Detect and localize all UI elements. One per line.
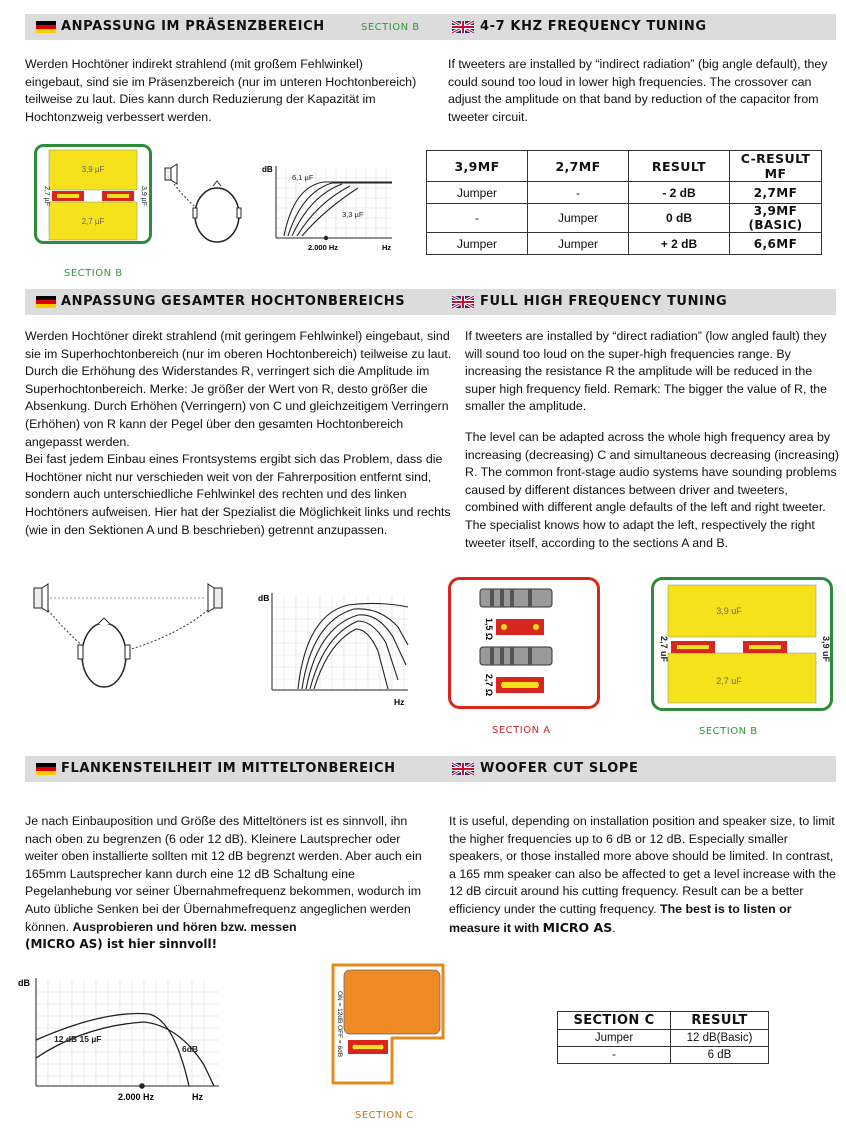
woofer-text-de: Je nach Einbauposition und Größe des Mitteltöners ist es sinnvoll, ihn nach oben zu begrenzen (6 oder 12 dB). Kleinere Lautsprecher oder weiter oben installierte sollten mit 12 dB begrenzt werden. Aber auch ein 165mm Lautsprecher kann durch eine 12 dB Schaltung eine Pegelanhebung vor seiner Übernahmefrequenz bekommen, wodurch im Auto übliche Senken bei der Übernahmefrequenz angeglichen werden können. Ausprobieren und hören bzw. messen (MICRO AS) ist hier sinnvoll!	[25, 814, 422, 952]
full-hf-frequency-graph	[258, 585, 410, 711]
full-hf-text-de: Werden Hochtöner direkt strahlend (mit geringem Fehlwinkel) eingebaut, sind sie im Superhochtonbereich (nur im oberen Hochtonbereich) teilweise zu laut. Durch die Erhöhung des Widerstandes R, verringert sich die Amplitude im Superhochtonbereich. Merke: Je größer der Wert von R, desto größer die Absenkung. Durch Erhöhen (Verringern) von C und gleichzeitigem Verringern (Erhöhen) von R kann der Pegel über den gesamten Hochtonbereich angepasst werden. Bei fast jedem Einbau eines Frontsystems ergibt sich das Problem, dass die Hochtöner nicht nur verschieden weit von der Fahrerposition entfernt sind, sondern auch unterschiedliche Fehlwinkel des rechten und des linken Hochtöners aufweisen. Hier hat der Spezialist die Möglichkeit links und rechts (wie in den Sektionen A und B beschrieben) getrennt anzupassen.	[25, 329, 452, 537]
svg-text:2,7 uF: 2,7 uF	[716, 676, 742, 686]
svg-text:3,3 µF: 3,3 µF	[342, 210, 364, 219]
german-flag-icon	[36, 296, 56, 308]
uk-flag-icon	[452, 296, 474, 308]
german-flag-icon	[36, 763, 56, 775]
section-title-de: ANPASSUNG GESAMTER HOCHTONBEREICHS	[61, 294, 406, 309]
section-title-en: FULL HIGH FREQUENCY TUNING	[480, 294, 728, 309]
svg-text:2.000 Hz: 2.000 Hz	[308, 243, 339, 252]
section-a-caption: SECTION A	[492, 725, 551, 736]
svg-text:dB: dB	[18, 978, 30, 988]
crossover-board-section-b-large	[651, 577, 833, 711]
uk-flag-icon	[452, 763, 474, 775]
two-tweeter-listener-illustration	[28, 580, 228, 695]
woofer-result-table: SECTION C RESULT Jumper 12 dB(Basic) - 6 dB	[557, 1011, 769, 1064]
svg-text:2.000 Hz: 2.000 Hz	[118, 1092, 155, 1102]
section-b-caption: SECTION B	[64, 268, 123, 279]
svg-text:3,9 uF: 3,9 uF	[716, 606, 742, 616]
woofer-text-en: It is useful, depending on installation position and speaker size, to limit the higher frequencies up to 6 dB or 12 dB. Especially smaller speakers, or those installed more above should be limited. In contrast, a 165 mm speaker can also be affected to get a level increase with the 12 dB circuit around his cutting frequency. Result can be a better efficiency under the cutting frequency. The best is to listen or measure it with MICRO AS.	[449, 814, 836, 935]
crossover-board-section-c	[330, 962, 446, 1086]
svg-text:2,7 µF: 2,7 µF	[81, 217, 105, 226]
table-row: - Jumper 0 dB 3,9ΜF (BASIC)	[427, 204, 822, 233]
svg-text:Hz: Hz	[192, 1092, 203, 1102]
svg-text:dB: dB	[258, 593, 270, 603]
section-b-caption: SECTION B	[699, 726, 758, 737]
svg-text:2,7 µF: 2,7 µF	[43, 186, 50, 206]
svg-text:Hz: Hz	[382, 243, 392, 252]
uk-flag-icon	[452, 21, 474, 33]
svg-text:1,5 Ω: 1,5 Ω	[484, 617, 494, 641]
section-title-en: WOOFER CUT SLOPE	[480, 761, 639, 776]
svg-text:dB: dB	[262, 165, 273, 174]
crossover-board-section-b	[34, 144, 152, 244]
listener-head-illustration	[160, 160, 250, 245]
svg-text:3,9 µF: 3,9 µF	[140, 186, 147, 206]
section-title-de: ANPASSUNG IM PRÄSENZBEREICH	[61, 19, 325, 34]
capacitor-result-table: 3,9ΜF 2,7ΜF RESULT C-RESULT ΜF Jumper - - 2 dB 2,7ΜF - Jumper 0 dB 3,9ΜF (BASIC) Jumper Jumper + 2 dB 6,6ΜF	[426, 150, 822, 255]
svg-text:ON = 12dB OFF = 6dB: ON = 12dB OFF = 6dB	[336, 990, 343, 1058]
full-hf-text-en: If tweeters are installed by “direct radiation” (low angled fault) they will sound too loud on the super-high frequencies range. By increasing the resistance R the amplitude will be reduced in the super high frequency field. Remark: The bigger the value of R, the smaller the amplitude. The level can be adapted across the whole high frequency area by increasing (decreasing) C and simultaneous decreasing (increasing) R. The common front-stage audio systems have sounding problems caused by different distances between driver and tweeters, combined with different angle defaults of the left and right tweeter. The specialist knows how to adapt the left, respectively the right tweeter itself, according to the sections A and B.	[465, 329, 839, 550]
crossover-board-section-a	[448, 577, 600, 709]
woofer-slope-graph	[14, 970, 224, 1104]
table-row: Jumper 12 dB(Basic)	[558, 1030, 769, 1047]
svg-text:12 dB 15 µF: 12 dB 15 µF	[54, 1034, 102, 1044]
section-header-full-hf	[25, 289, 836, 315]
section-reference: SECTION B	[361, 22, 420, 33]
section-title-de: FLANKENSTEILHEIT IM MITTELTONBEREICH	[61, 761, 396, 776]
table-row: Jumper Jumper + 2 dB 6,6ΜF	[427, 233, 822, 255]
section-title-en: 4-7 KHZ FREQUENCY TUNING	[480, 19, 707, 34]
table-row: Jumper - - 2 dB 2,7ΜF	[427, 182, 822, 204]
presence-text-en: If tweeters are installed by “indirect radiation” (big angle default), they could sound too loud in lower high frequencies. The crossover can adjust the amplitude on that band by reduction of the capacitor from tweeter circuit.	[448, 57, 828, 124]
section-header-woofer	[25, 756, 836, 782]
svg-text:2,7 uF: 2,7 uF	[659, 635, 669, 663]
svg-text:2,7 Ω: 2,7 Ω	[484, 673, 494, 697]
german-flag-icon	[36, 21, 56, 33]
svg-text:3,9 µF: 3,9 µF	[81, 165, 105, 174]
svg-text:6dB: 6dB	[182, 1044, 199, 1054]
presence-frequency-graph	[262, 158, 402, 253]
table-row: - 6 dB	[558, 1047, 769, 1064]
section-c-caption: SECTION C	[355, 1110, 414, 1121]
svg-text:3,9 uF: 3,9 uF	[821, 635, 831, 663]
presence-text-de: Werden Hochtöner indirekt strahlend (mit großem Fehlwinkel) eingebaut, sind sie im Präsenzbereich (nur im unteren Hochtonbereich) teilweise zu laut. Dies kann durch Reduzierung der Kapazität im Hochtonzweig verbessert werden.	[25, 57, 417, 124]
svg-text:Hz: Hz	[394, 697, 405, 707]
svg-text:6,1 µF: 6,1 µF	[292, 173, 314, 182]
section-header-presence	[25, 14, 836, 40]
